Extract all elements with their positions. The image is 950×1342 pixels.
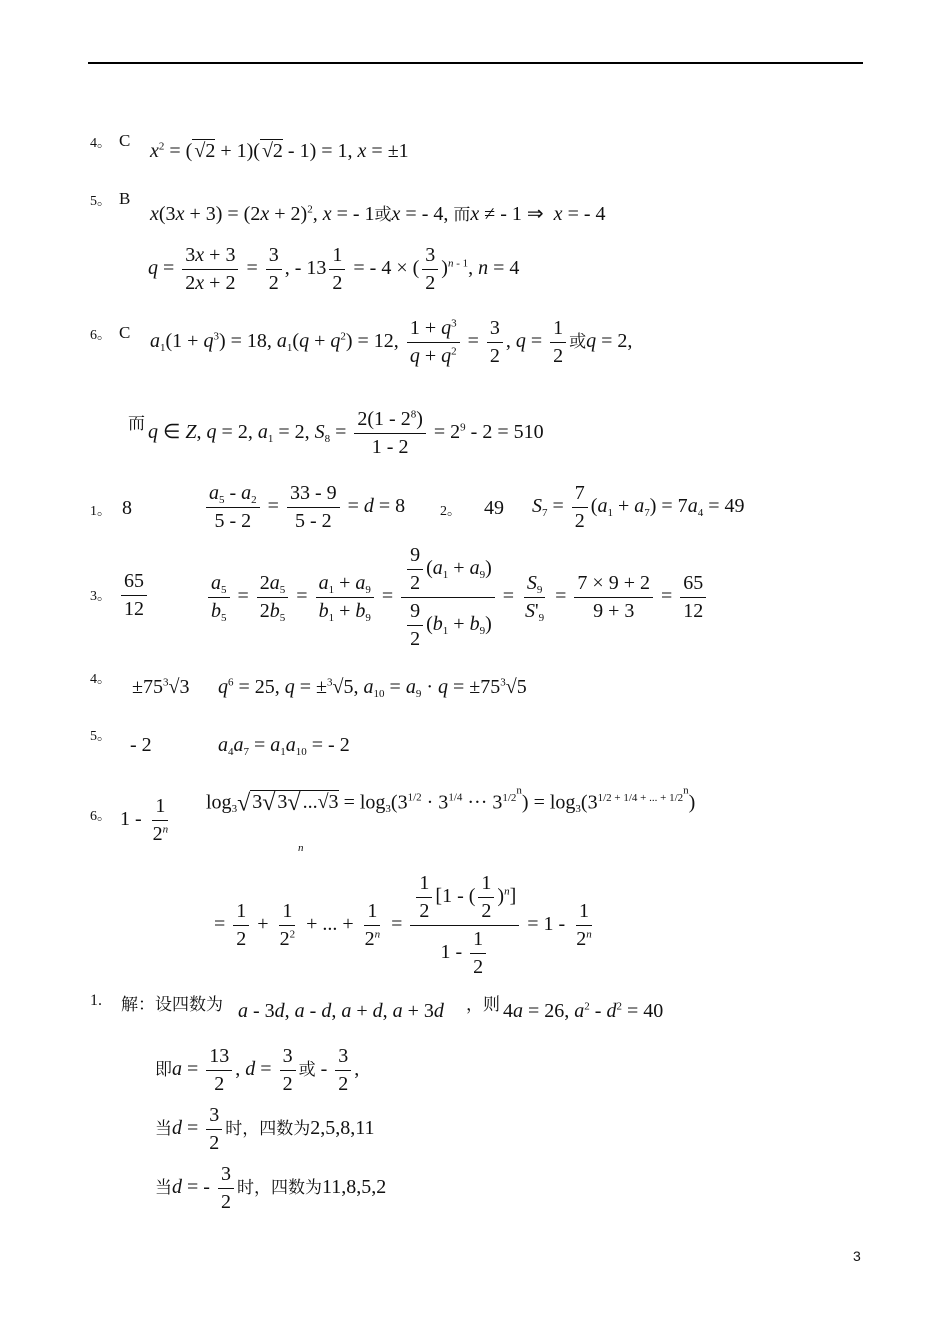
q4-choice: C [119, 131, 131, 150]
f5-answer: - 2 [130, 734, 152, 756]
q5-solution-line1: $x(3x + 3) = (2x + 2)^2$, x = - 1或x = - 4, 而x ≠ - 1 ⇒ x = - 4 [150, 203, 606, 225]
s1-shi-2: 时，四数为 [236, 1178, 322, 1199]
s1-number: 1. [90, 992, 102, 1009]
f3-answer: $\frac{65}{12}$ [118, 570, 150, 621]
q5-number: 5。 [90, 194, 111, 209]
q5-or: 或 [374, 205, 392, 225]
q6-solution-line2: q ∈ Z, q = 2, $a_1 = 2$, $S_8$ = $\frac{2(1 - 2^8)}{1 - 2}$ = $2^9 - 2 = 510$ [148, 408, 544, 458]
q4-solution: $x^2$ = ( √2 + 1)( √2 - 1) = 1, x = ±1 [150, 140, 409, 162]
s1-case1: 当d = $\frac{3}{2}$ 时，四数为2,5,8,11 [155, 1104, 375, 1154]
s1-set2: 11,8,5,2 [321, 1176, 387, 1199]
f4-number: 4。 [90, 672, 111, 687]
q5-choice: B [119, 189, 131, 208]
q4-number: 4。 [90, 136, 111, 151]
s1-when-2: 当 [155, 1178, 172, 1199]
f6-solution-line2: = $\frac{1}{2}$ + $\frac{1}{2^2}$ + ... + $\frac{1}{2^n}$ = $\frac{1}{2}$ [1 - ( $\frac{1}{2}$ )$^n$] 1 - $\frac{1}{2}$ = 1 - $\frac{1}{2^n}$ [214, 872, 592, 978]
f6-number: 6。 [90, 809, 111, 824]
s1-equations: 4a = 26, $a^2 - d^2 = 40$ [503, 1000, 664, 1022]
s1-then: ，则 [466, 995, 500, 1015]
f6-answer: 1 - $\frac{1}{2^n}$ [120, 795, 169, 845]
f6-n-label: n [298, 842, 304, 854]
f4-answer: $\pm 75^3√3$ [132, 676, 190, 698]
f4-solution: $q^6 = 25$, q = ±$^3$√5, $a_{10} = a_9 \cdot q = \pm 75^3√5$ [218, 676, 527, 700]
page-number: 3 [853, 1248, 861, 1264]
s1-result: 即a = $\frac{13}{2}$ , d = $\frac{3}{2}$ 或 - $\frac{3}{2}$ , [155, 1045, 360, 1095]
q5-solution-line2: q = $\frac{3x + 3}{2x + 2}$ = $\frac{3}{2}$ , - 13 $\frac{1}{2}$ = - 4 × ( $\frac{3}{2}$ )$^{n - 1}$, n = 4 [148, 244, 520, 294]
s1-case2: 当d = - $\frac{3}{2}$ 时，四数为11,8,5,2 [155, 1163, 387, 1213]
q5-and: 而 [453, 205, 471, 225]
f1-answer: 8 [122, 497, 132, 519]
f1-solution: $\frac{a_5 - a_2}{5 - 2}$ = $\frac{33 - 9}{5 - 2}$ = d = 8 [203, 482, 405, 533]
q6-number: 6。 [90, 328, 111, 343]
f1-number: 1。 [90, 504, 111, 519]
s1-set1: 2,5,8,11 [310, 1117, 375, 1140]
q6-and: 而 [128, 414, 145, 434]
s1-ji: 即 [155, 1060, 172, 1081]
s1-when-1: 当 [155, 1119, 172, 1140]
s1-terms: a - 3d, a - d, a + d, a + 3d [238, 1000, 444, 1022]
f6-solution-line1: $\log_3√$ 3√ 3√ $...√3 = \log_3(3^{1/2} \cdot 3^{1/4}$ ··· $3^{1/2^n}) = \log_3(3^{1/2 + 1/4 + ... + 1/2^n})$ [206, 784, 696, 817]
q6-or: 或 [569, 332, 587, 353]
f2-solution: $S_7$ = $\frac{7}{2}$ $(a_1 + a_7) = 7a_4 = 49$ [532, 482, 745, 532]
f2-number: 2。 [440, 504, 461, 519]
f3-number: 3。 [90, 589, 111, 604]
f2-answer: 49 [484, 497, 504, 519]
header-rule [88, 62, 863, 64]
f5-number: 5。 [90, 729, 111, 744]
s1-or: 或 [298, 1060, 316, 1081]
f3-solution: $\frac{a_5}{b_5}$ = $\frac{2a_5}{2b_5}$ = $\frac{a_1 + a_9}{b_1 + b_9}$ = $\frac{9}{2}$ $(a_1 + a_9)$ $\frac{9}{2}$ $(b_1 + b_9)$ = $\frac{S_9}{S'_9}$ = $\frac{7 \times 9 + 2}{9 + 3}$ = $\frac{65}{12}$ [205, 544, 709, 651]
s1-intro: 解：设四数为 [121, 995, 223, 1015]
f5-solution: $a_4a_7 = a_1a_{10}$ = - 2 [218, 734, 350, 758]
s1-shi-1: 时，四数为 [225, 1119, 311, 1140]
q6-solution-line1: $a_1(1 + q^3) = 18$, $a_1(q + q^2) = 12$, $\frac{1 + q^3}{q + q^2}$ = $\frac{3}{2}$ , q = $\frac{1}{2}$ 或q = 2, [150, 317, 633, 367]
q6-choice: C [119, 323, 131, 342]
